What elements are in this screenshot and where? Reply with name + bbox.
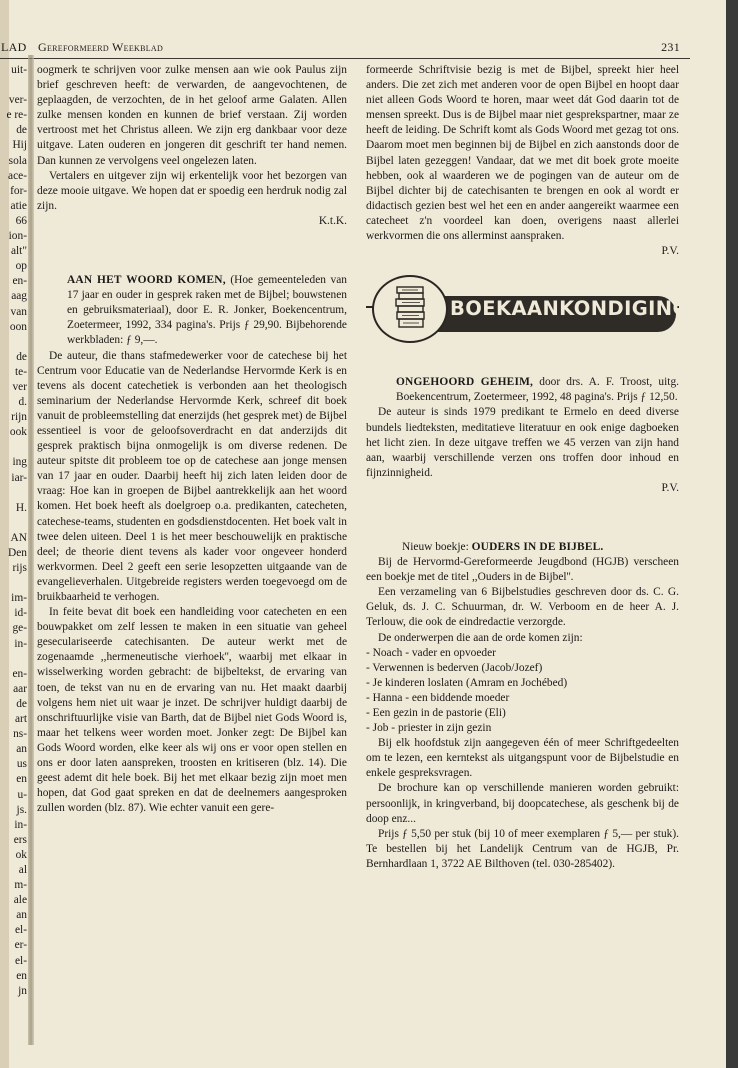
signature-pv-1: P.V. [661,245,679,258]
margin-fragment [0,486,27,501]
new-booklet-heading [366,540,679,555]
margin-fragment: jn [18,984,27,997]
topic-item: - Je kinderen loslaten (Amram en Jochébed) [366,676,568,689]
topic-item: - Noach - vader en opvoeder [366,646,496,659]
booklet-paragraph-3: Bij elk hoofdstuk zijn aangegeven één of meer Schriftgedeelten om te lezen, een kerntekst als uitgangspunt voor de Bijbelstudie en enkele gespreksvragen. [366,737,679,780]
margin-fragment: op [15,260,27,273]
margin-fragment: rijs [12,562,27,575]
margin-fragment: de [16,124,27,137]
margin-fragment: ion- [8,230,27,243]
margin-fragment: en- [12,275,27,288]
margin-fragment: ers [13,833,27,846]
header-rule [0,58,690,59]
column-2 [366,63,689,872]
margin-fragment: im- [11,592,27,605]
margin-fragment [0,440,27,455]
header-left-fragment: LAD [1,40,27,54]
margin-fragment: js. [16,803,27,816]
margin-fragment: an [16,743,27,756]
topic-item: - Job - priester in zijn gezin [366,722,492,735]
margin-fragment: H. [15,501,27,514]
margin-fragment: ver [12,380,27,393]
running-header [0,38,690,58]
book-announcement-banner [366,275,689,361]
margin-fragment: ver- [8,94,27,107]
margin-fragment: m- [14,879,27,892]
thanks-paragraph: Vertalers en uitgever zijn wij erkentelijk voor het bezorgen van deze mooie uitgave. We hopen dat er spoedig een herdruk nodig zal zijn. [37,169,347,212]
review-paragraph-1: De auteur, die thans stafmedewerker voor de catechese bij het Centrum voor Educatie van de Nederlandse Hervormde Kerk is en tevens als docent catechetiek is verbonden aan het theologisch seminarium der Nederlandse Hervormde Kerk, schreef dit boek vanuit de probleemstelling dat enerzijds (het gesprek met) de Bijbel essentieel is voor de geloofsoverdracht en dat anderzijds dit gesprek praktisch bijna onmogelijk is om diverse redenen. De auteur spitste dit probleem toe op de catechese aan jonge mensen van 17 jaar en ouder. Daarbij heeft hij zich laten leiden door de vraag: Hoe kan in groepen de Bijbel aantrekkelijk aan het woord komen. Het boek heeft als doelgroep o.a. predikanten, catecheten, catechese-teams, studenten en godsdienstdocenten. Het boek valt in twee delen uiteen. Deel 1 is het meer beschouwelijk en praktische deel; de theorie dient tevens als kader voor ongeveer honderd werkvormen. Deel 2 geeft een serie lesopzetten uitgaande van de evangelieverhalen. Uitgebreide registers werden toegevoegd om de bruikbaarheid te verhogen. [37,349,347,603]
margin-fragment: ns- [13,728,27,741]
header-title: Gereformeerd Weekblad [38,40,164,54]
margin-fragment: in- [14,818,27,831]
book-details: (Hoe gemeenteleden van 17 jaar en ouder in gesprek raken met de Bijbel; bouwstenen en gebruiksmateriaal), door E. R. Jonker, Boekencentrum, Zoetermeer, 1992, 334 pagina's. Prijs ƒ 29,90. Bijbehorende werkbladen: ƒ 9,—. [67,274,347,347]
page-number: 231 [661,40,680,54]
margin-fragment: ing [12,456,27,469]
margin-fragment: rijn [11,411,27,424]
new-booklet-intro: Nieuw boekje: [402,540,469,553]
banner-label [432,296,689,332]
book-stack-icon [394,285,428,331]
margin-fragment: ok [15,848,27,861]
margin-fragment: sola [8,154,27,167]
margin-fragment: te- [14,365,27,378]
margin-fragment: van [10,305,27,318]
topic-item: - Hanna - een biddende moeder [366,691,510,704]
margin-fragment: de [16,697,27,710]
margin-fragment: an [16,909,27,922]
margin-fragment [0,652,27,667]
margin-fragment: ace- [8,169,27,182]
book2-paragraph: De auteur is sinds 1979 predikant te Ermelo en deed diverse bundels liedteksten, meditatieve literatuur en ook enige dagboeken het licht zien. In deze uitgave treffen we 45 verzen van zijn hand aan, waarbij verschillende verzen ons troffen door inhoud en fijnzinnigheid. [366,406,679,479]
margin-fragment: 66 [15,214,27,227]
margin-fragment [0,335,27,350]
topic-item: - Een gezin in de pastorie (Eli) [366,707,506,719]
topics-intro: De onderwerpen die aan de orde komen zijn: [378,631,583,644]
margin-fragment: en- [12,667,27,680]
book2-title: ONGEHOORD GEHEIM, [396,376,534,389]
margin-fragment: el- [14,954,27,967]
intro-paragraph: oogmerk te schrijven voor zulke mensen aan wie ook Paulus zijn brief geschreven heeft: de verwarden, de aangevochtenen, de geplaagden, de verzochten, de in het geloof arme Galaten. Allen zulke mensen konden en kunnen de brief verstaan. Zij worden vertroost met het Christus alleen. We zijn erg dankbaar voor deze uitgave. Laten ouderen en jongeren dit geschrift ter hand nemen. Dan kunnen ze vervolgens veel ongelezen laten. [37,64,347,167]
margin-fragment: us [16,758,27,771]
margin-fragment: u- [17,788,27,801]
margin-fragment: de [16,350,27,363]
book2-details: door drs. A. F. Troost, uitg. Boekencentrum, Zoetermeer, 1992, 48 pagina's. Prijs ƒ 12,50. [396,376,679,404]
booklet-paragraph-4: De brochure kan op verschillende manieren worden gebruikt: persoonlijk, in kringverband, bij doopcatechese, als geschenk bij de doop enz... [366,782,679,825]
booklet-paragraph-1: Bij de Hervormd-Gereformeerde Jeugdbond (HGJB) verscheen een boekje met de titel ,,Ouders in de Bijbel''. [366,556,679,584]
new-booklet-title: OUDERS IN DE BIJBEL. [471,540,604,553]
margin-fragment: er- [14,939,27,952]
margin-fragment: art [14,713,27,726]
previous-page-margin [0,63,27,1023]
margin-fragment: ale [13,894,27,907]
margin-fragment: aar [13,682,27,695]
page-gutter [28,55,34,1045]
margin-fragment: Hij [12,139,27,152]
margin-fragment: AN [10,531,27,544]
margin-fragment: oon [9,320,27,333]
topics-list [366,646,679,737]
column-1 [37,63,347,816]
margin-fragment: al [18,863,27,876]
margin-fragment: iar- [11,471,27,484]
margin-fragment: uit- [11,64,27,76]
margin-fragment: alt" [10,245,27,258]
review-paragraph-2: In feite bevat dit boek een handleiding voor catecheten en een bouwpakket om zelf lessen te maken in een situatie van geheel geseculariseerde catechisanten. De auteur werkt met de zogenaamde ,,hermeneutische vierhoek'', waarbij met elkaar in wisselwerking worden gebracht: de bijbeltekst, de ervaring van toen, de tekst van nu en de ervaring van nu. Het maakt daarbij volgens hem niet uit waar je inzet. De schrijver huldigt daarbij de onschriftuurlijke visie van Barth, dat de Bijbel niet Gods Woord is, maar het telkens weer worden moet. Jonker zegt: De Bijbel kan Gods Woord worden, elke keer als wij ons er voor open stellen en ons er door laten aanspreken, troosten en kritiseren (blz. 14). Die geest ademt dit hele boek. Bij het met elkaar bezig zijn moet men hopen, dat God gaat spreken en dat de deelnemers aangesproken zullen worden (blz. 87). Wie echter vanuit een gere- [37,606,347,815]
continuation-paragraph: formeerde Schriftvisie bezig is met de Bijbel, spreekt hier heel anders. Die zet zich met anderen voor de open Bijbel en hoopt daar niet alleen Gods Woord te horen, maar weet dát God daarin tot de mensen spreekt. Dus is de Bijbel maar niet gesprekspartner, maar ze heeft de leiding. De Schrift komt als Gods Woord met gezag tot ons. Daarom moet men beginnen bij de Bijbel en zich aanstonds door de Bijbel laten gezeggen! Vandaar, dat we met dit boek grote moeite hebben, ook al waarderen we de pogingen van de auteur om de Bijbel dichter bij de catechisanten te brengen en ook al wordt er didactisch gezien best wel het een en ander aangereikt waarmee een catecheet z'n voordeel kan doen, overigens naast allerlei werkvormen die ons allerminst aanspraken. [366,64,679,243]
margin-fragment: in- [14,637,27,650]
margin-fragment: en [16,773,27,786]
banner-title: BOEKAANKONDIGING [450,297,689,321]
margin-fragment: aag [11,290,27,303]
margin-fragment: en [16,969,27,982]
signature-pv-2: P.V. [661,481,679,494]
signature-ktk: K.t.K. [318,214,347,227]
margin-fragment [0,516,27,531]
booklet-paragraph-2: Een verzameling van 6 Bijbelstudies geschreven door ds. C. G. Geluk, ds. J. C. Schuurman, dr. W. Verboom en de heer A. J. Terlouw, die ook de eindredactie verzorgde. [366,586,679,629]
book-review-heading [37,273,347,348]
margin-fragment: for- [10,184,27,197]
margin-fragment [0,576,27,591]
margin-fragment: ge- [12,622,27,635]
book-title: AAN HET WOORD KOMEN, [67,274,226,287]
margin-fragment: Den [8,547,27,559]
margin-fragment: el- [14,924,27,937]
margin-fragment: atie [10,199,27,212]
booklet-paragraph-5: Prijs ƒ 5,50 per stuk (bij 10 of meer exemplaren ƒ 5,— per stuk). Te bestellen bij het Landelijk Centrum van de HGJB, Pr. Bernhardlaan 1, 3722 AE Bilthoven (tel. 030-285402). [366,827,679,870]
margin-fragment: d. [18,396,27,409]
announcement-heading [366,375,679,405]
topic-item: - Verwennen is bederven (Jacob/Jozef) [366,661,543,674]
margin-fragment: e re- [6,109,27,122]
margin-fragment: id- [14,607,27,620]
margin-fragment: ook [9,426,27,439]
banner-emblem [372,275,448,343]
margin-fragment [0,78,27,93]
